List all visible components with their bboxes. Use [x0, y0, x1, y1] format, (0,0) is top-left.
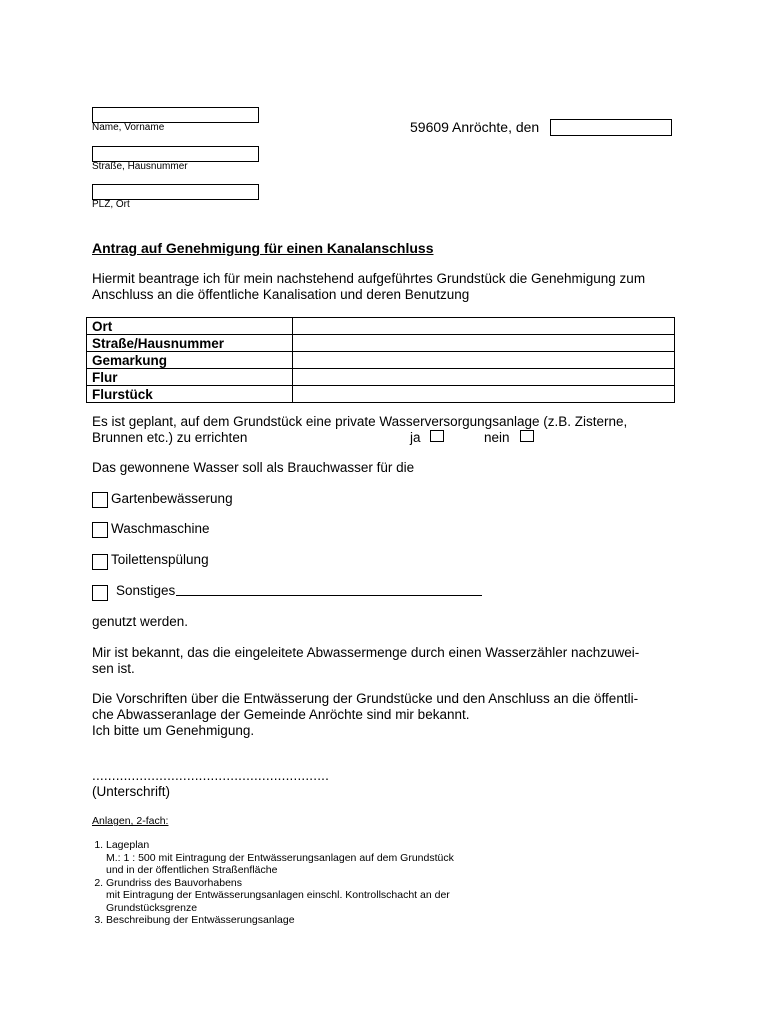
attachment-title: Beschreibung der Entwässerungsanlage — [106, 914, 295, 926]
other-checkbox[interactable] — [92, 585, 108, 601]
street-field[interactable] — [92, 146, 259, 162]
table-row — [87, 335, 675, 352]
meter-line-2: sen ist. — [92, 661, 135, 676]
name-field[interactable] — [92, 107, 259, 123]
yes-checkbox[interactable] — [430, 430, 444, 442]
regs-line-1: Die Vorschriften über die Entwässerung der Grundstücke und den Anschluss an die öffentli- — [92, 691, 639, 706]
attachment-title: Grundriss des Bauvorhabens — [106, 876, 242, 889]
washing-machine-checkbox[interactable] — [92, 522, 108, 538]
washing-machine-label: Waschmaschine — [111, 521, 210, 536]
no-label: nein — [484, 430, 510, 445]
attachment-detail: Grundstücksgrenze — [106, 901, 198, 914]
attachments-list — [92, 839, 562, 927]
toilet-checkbox[interactable] — [92, 554, 108, 570]
intro-text: Hiermit beantrage ich für mein nachstehend aufgeführtes Grundstück die Genehmigung zum Anschluss an die öffentliche Kanalisation und deren Benutzung — [92, 271, 646, 302]
row-value[interactable] — [293, 352, 675, 369]
row-value[interactable] — [293, 386, 675, 403]
toilet-label: Toilettenspülung — [111, 552, 209, 567]
row-label: Flur — [87, 369, 293, 386]
list-item — [106, 839, 562, 877]
row-label: Flurstück — [87, 386, 293, 403]
table-row — [87, 369, 675, 386]
row-value[interactable] — [293, 318, 675, 335]
place-date-label: 59609 Anröchte, den — [410, 119, 540, 135]
attachment-detail: M.: 1 : 500 mit Eintragung der Entwässerungsanlagen auf dem Grundstück — [106, 851, 454, 864]
name-label: Name, Vorname — [92, 122, 165, 133]
row-label: Gemarkung — [87, 352, 293, 369]
street-label: Straße, Hausnummer — [92, 161, 188, 172]
attachments-heading: Anlagen, 2-fach: — [92, 815, 169, 827]
meter-line-1: Mir ist bekannt, das die eingeleitete Abwassermenge durch einen Wasserzähler nachzuwei- — [92, 645, 640, 660]
row-value[interactable] — [293, 335, 675, 352]
plz-label: PLZ, Ort — [92, 199, 130, 210]
date-field[interactable] — [550, 119, 672, 136]
other-input-line[interactable] — [176, 595, 482, 596]
page-title: Antrag auf Genehmigung für einen Kanalanschluss — [92, 240, 434, 256]
regs-line-3: Ich bitte um Genehmigung. — [92, 723, 255, 738]
attachment-detail: und in der öffentlichen Straßenfläche — [106, 864, 278, 876]
signature-line[interactable]: ............................................................ — [92, 768, 330, 783]
attachment-title: Lageplan — [106, 839, 150, 851]
other-label: Sonstiges — [116, 583, 176, 598]
usage-intro: Das gewonnene Wasser soll als Brauchwasser für die — [92, 460, 415, 475]
regs-line-2: che Abwasseranlage der Gemeinde Anröchte sind mir bekannt. — [92, 707, 470, 722]
garden-checkbox[interactable] — [92, 492, 108, 508]
row-label: Ort — [87, 318, 293, 335]
no-checkbox[interactable] — [520, 430, 534, 442]
table-row — [87, 352, 675, 369]
row-label: Straße/Hausnummer — [87, 335, 293, 352]
table-row — [87, 386, 675, 403]
used-text: genutzt werden. — [92, 614, 189, 629]
list-item — [106, 914, 562, 927]
yes-label: ja — [410, 430, 421, 445]
property-table — [86, 317, 675, 403]
plan-line-2: Brunnen etc.) zu errichten — [92, 430, 248, 445]
plz-field[interactable] — [92, 184, 259, 200]
plan-line-1: Es ist geplant, auf dem Grundstück eine private Wasserversorgungsanlage (z.B. Zisterne, — [92, 414, 628, 429]
signature-label: (Unterschrift) — [92, 784, 171, 799]
list-item — [106, 877, 562, 915]
row-value[interactable] — [293, 369, 675, 386]
garden-label: Gartenbewässerung — [111, 491, 233, 506]
attachment-detail: mit Eintragung der Entwässerungsanlagen einschl. Kontrollschacht an der — [106, 889, 450, 901]
table-row — [87, 318, 675, 335]
